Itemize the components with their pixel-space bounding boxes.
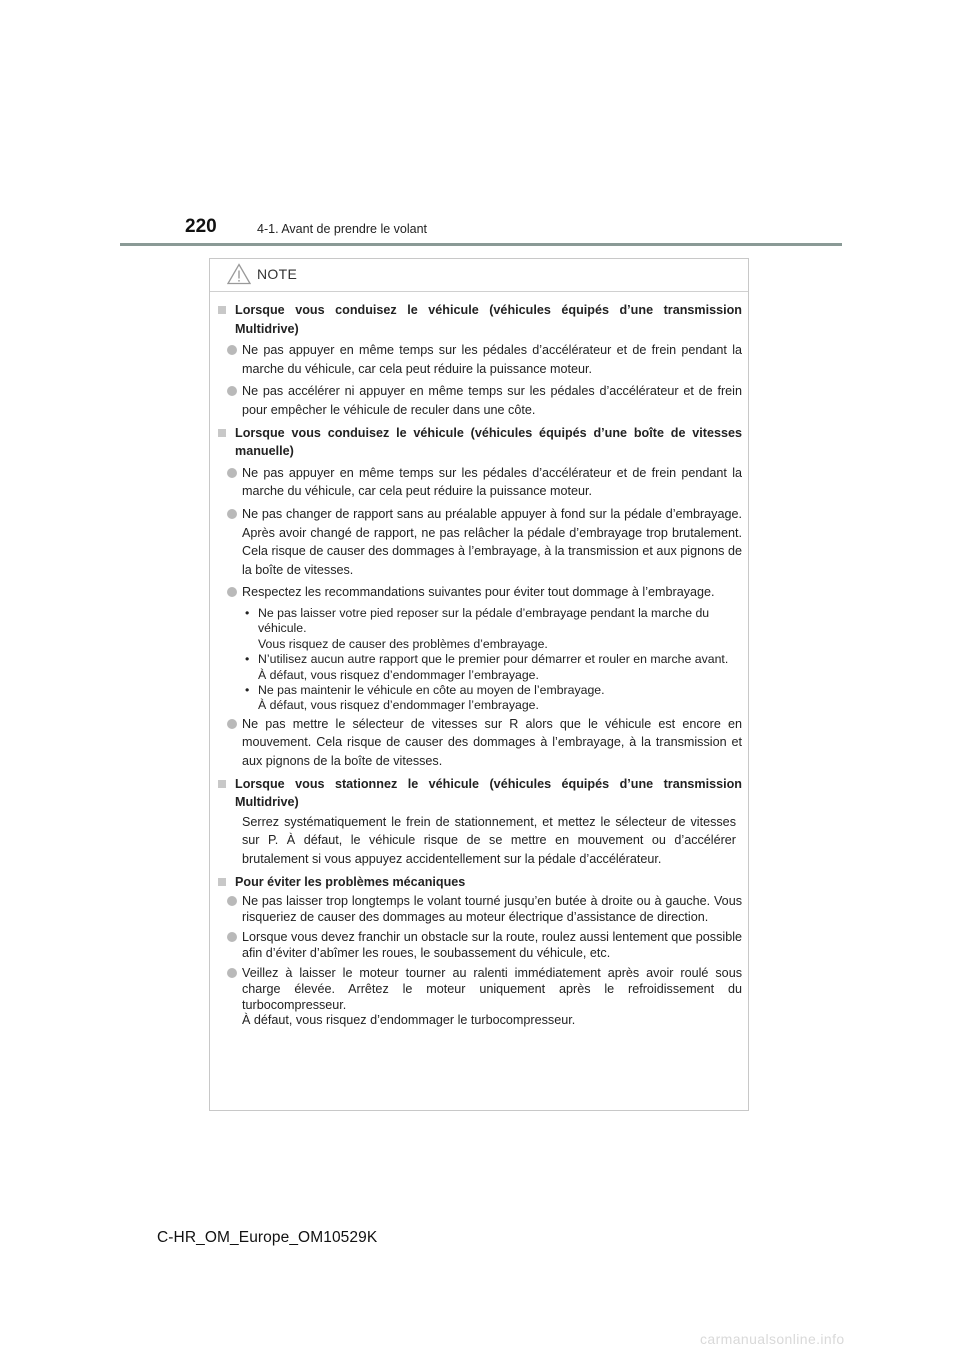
section-heading: Lorsque vous stationnez le véhicule (véhicules équipés d’une transmission Multidrive) xyxy=(217,775,742,812)
list-item: Lorsque vous devez franchir un obstacle sur la route, roulez aussi lentement que possible afin d’éviter d’abîmer les roues, le soubassement du véhicule, etc. xyxy=(217,930,742,961)
warning-triangle-icon xyxy=(227,263,251,285)
watermark: carmanualsonline.info xyxy=(700,1331,845,1347)
square-bullet-icon xyxy=(218,429,226,437)
dot-bullet-icon xyxy=(227,587,237,597)
square-bullet-icon xyxy=(218,306,226,314)
sub-list-item: • Ne pas laisser votre pied reposer sur la pédale d’embrayage pendant la marche du véhicule. Vous risquez de causer des problèmes d’embrayage. xyxy=(245,605,710,651)
sub-list-item: • Ne pas maintenir le véhicule en côte au moyen de l’embrayage. À défaut, vous risquez d’endommager l’embrayage. xyxy=(245,682,605,713)
list-item: Ne pas laisser trop longtemps le volant tourné jusqu’en butée à droite ou à gauche. Vous risqueriez de causer des dommages au moteur électrique d’assistance de direction. xyxy=(217,894,742,925)
section-heading: Lorsque vous conduisez le véhicule (véhicules équipés d’une transmission Multidrive) xyxy=(217,301,742,338)
note-content xyxy=(217,298,742,1029)
section-heading: Pour éviter les problèmes mécaniques xyxy=(217,873,742,892)
note-divider xyxy=(210,291,748,292)
dot-bullet-icon xyxy=(227,719,237,729)
sub-list-item: • N’utilisez aucun autre rapport que le premier pour démarrer et rouler en marche avant. À défaut, vous risquez d’endommager l’embrayage. xyxy=(245,652,729,682)
list-item: Ne pas changer de rapport sans au préalable appuyer à fond sur la pédale d’embrayage. Après avoir changé de rapport, ne pas relâcher la pédale d’embrayage trop brutalement. Cela risque de causer des dommages à l’embrayage, à la transmission et aux pignons de la boîte de vitesses. xyxy=(217,505,742,579)
section-title: 4-1. Avant de prendre le volant xyxy=(257,222,428,236)
dot-bullet-icon xyxy=(227,345,237,355)
sub-list xyxy=(217,606,742,714)
list-item: Ne pas mettre le sélecteur de vitesses sur R alors que le véhicule est encore en mouvement. Cela risque de causer des dommages à l’embrayage, à la transmission et aux pignons de la boîte de vitesses. xyxy=(217,715,742,771)
list-item: Ne pas appuyer en même temps sur les pédales d’accélérateur et de frein pendant la marche du véhicule, car cela peut réduire la puissance moteur. xyxy=(217,464,742,501)
list-item: Ne pas appuyer en même temps sur les pédales d’accélérateur et de frein pendant la marche du véhicule, car cela peut réduire la puissance moteur. xyxy=(217,341,742,378)
section-heading: Lorsque vous conduisez le véhicule (véhicules équipés d’une boîte de vitesses manuelle) xyxy=(217,424,742,461)
list-item: Veillez à laisser le moteur tourner au ralenti immédiatement après avoir roulé sous charge élevée. Arrêtez le moteur uniquement après le refroidissement du turbocompresseur. À défaut, vous risquez d’endommager le turbocompresseur. xyxy=(217,966,742,1028)
note-header xyxy=(227,259,297,289)
note-box xyxy=(209,258,749,1111)
document-id: C-HR_OM_Europe_OM10529K xyxy=(157,1229,378,1246)
dot-bullet-icon xyxy=(227,468,237,478)
page-number: 220 xyxy=(185,216,217,237)
dot-bullet-icon xyxy=(227,386,237,396)
square-bullet-icon xyxy=(218,780,226,788)
list-item: Ne pas accélérer ni appuyer en même temps sur les pédales d’accélérateur et de frein pour empêcher le véhicule de reculer dans une côte. xyxy=(217,382,742,419)
section-paragraph: Serrez systématiquement le frein de stationnement, et mettez le sélecteur de vitesses sur P. À défaut, le véhicule risque de se mettre en mouvement ou d’accélérer brutalement si vous appuyez accidentellement sur la pédale d’accélérateur. xyxy=(242,814,736,866)
note-label: NOTE xyxy=(257,266,298,282)
dot-bullet-icon xyxy=(227,968,237,978)
header-rule xyxy=(120,243,842,246)
dot-bullet-icon xyxy=(227,896,237,906)
dot-bullet-icon xyxy=(227,509,237,519)
dot-bullet-icon xyxy=(227,932,237,942)
list-item: Respectez les recommandations suivantes pour éviter tout dommage à l’embrayage. xyxy=(217,583,742,602)
square-bullet-icon xyxy=(218,878,226,886)
